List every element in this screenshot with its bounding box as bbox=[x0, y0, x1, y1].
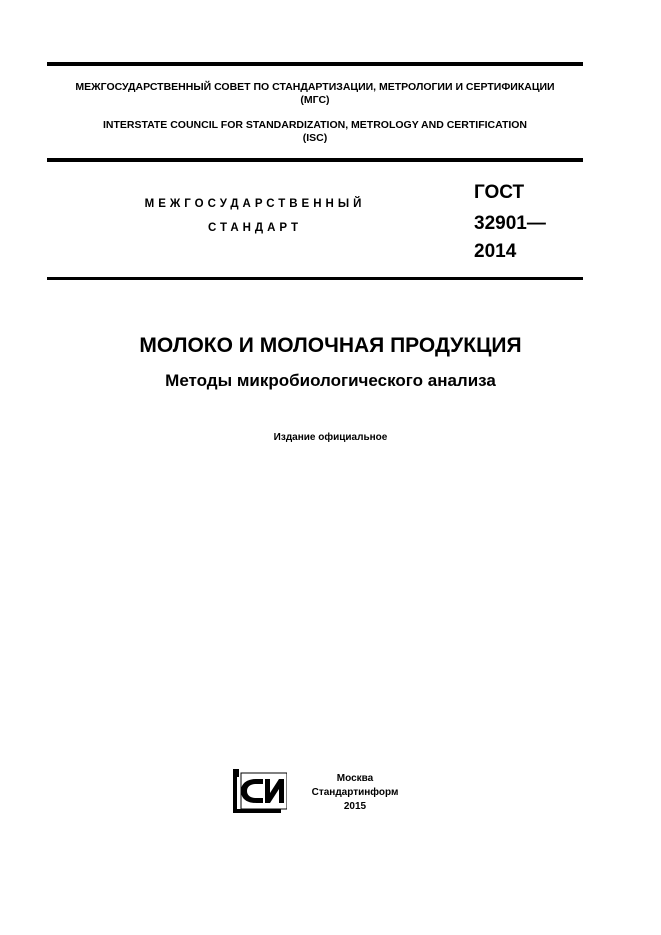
council-ru-abbr: (МГС) bbox=[300, 94, 330, 106]
top-rule bbox=[47, 62, 583, 66]
mid-rule bbox=[47, 158, 583, 162]
publisher-city: Москва bbox=[336, 773, 374, 784]
gost-label: ГОСТ bbox=[474, 182, 525, 203]
gost-number: 32901— bbox=[474, 213, 546, 234]
standard-label-line1: МЕЖГОСУДАРСТВЕННЫЙ bbox=[144, 198, 366, 210]
council-en-abbr: (ISC) bbox=[302, 132, 328, 144]
standard-label-line2: СТАНДАРТ bbox=[208, 222, 302, 234]
document-subtitle: Методы микробиологического анализа bbox=[165, 371, 496, 390]
gost-year: 2014 bbox=[474, 241, 517, 262]
publisher-year: 2015 bbox=[343, 801, 367, 812]
document-title: МОЛОКО И МОЛОЧНАЯ ПРОДУКЦИЯ bbox=[139, 334, 522, 357]
council-ru-line: МЕЖГОСУДАРСТВЕННЫЙ СОВЕТ ПО СТАНДАРТИЗАЦИИ, МЕТРОЛОГИИ И СЕРТИФИКАЦИИ bbox=[75, 81, 555, 93]
standartinform-logo-icon bbox=[233, 769, 287, 813]
council-en-line: INTERSTATE COUNCIL FOR STANDARDIZATION, METROLOGY AND CERTIFICATION bbox=[102, 119, 528, 131]
bottom-rule bbox=[47, 277, 583, 280]
edition-label: Издание официальное bbox=[273, 432, 388, 443]
publisher-name: Стандартинформ bbox=[311, 787, 399, 798]
